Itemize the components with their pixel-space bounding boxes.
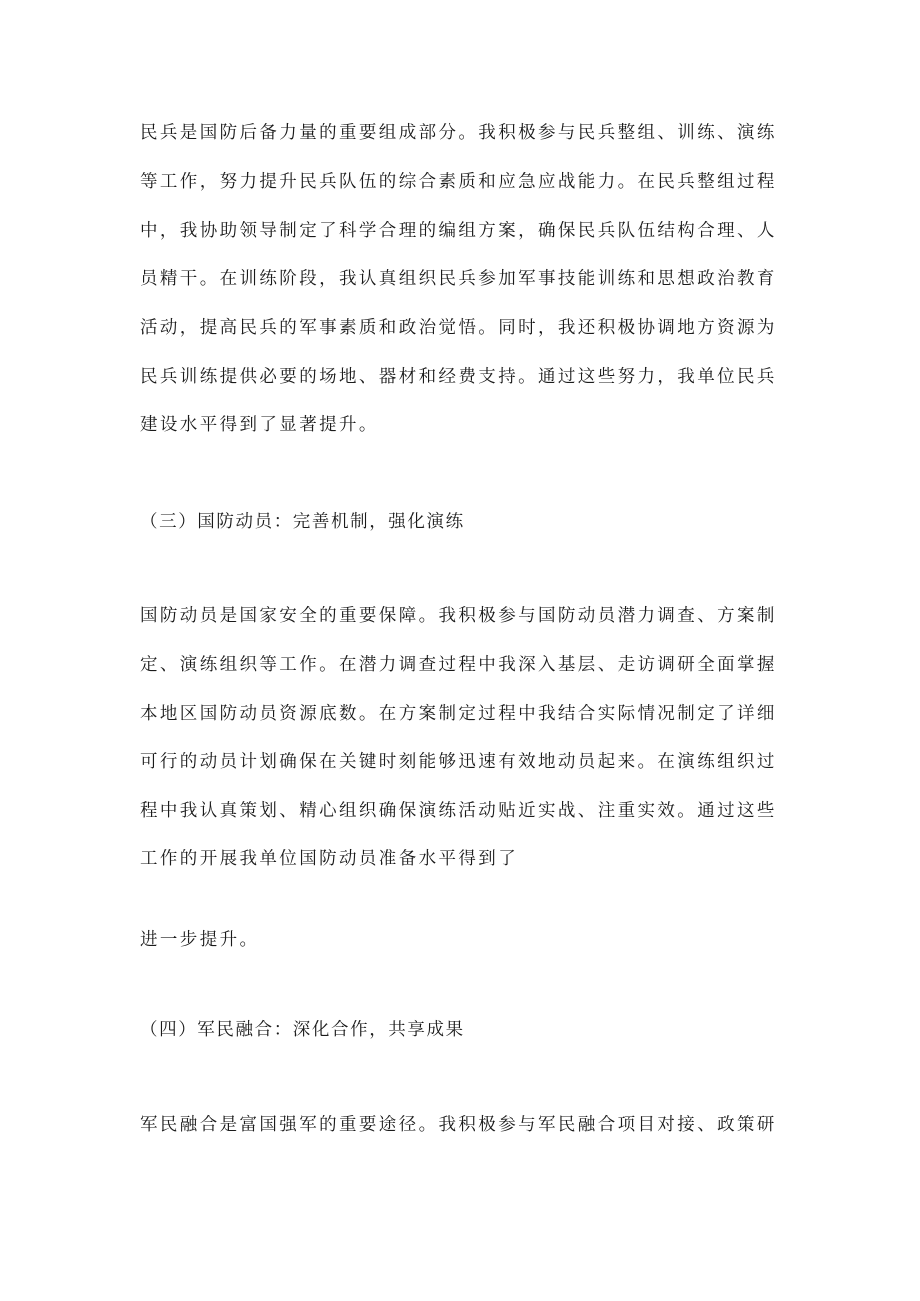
paragraph-line: 国防动员是国家安全的重要保障。我积极参与国防动员潜力调查、方案制 (140, 606, 777, 626)
paragraph-line: 民兵是国防后备力量的重要组成部分。我积极参与民兵整组、训练、演练 (140, 123, 777, 143)
paragraph-line: 军民融合是富国强军的重要途径。我积极参与军民融合项目对接、政策研 (140, 1115, 777, 1135)
section-heading-3: （三）国防动员：完善机制，强化演练 (140, 512, 465, 532)
paragraph-continuation: 进一步提升。 (140, 930, 260, 950)
paragraph-line: 本地区国防动员资源底数。在方案制定过程中我结合实际情况制定了详细 (140, 704, 777, 724)
paragraph-line: 定、演练组织等工作。在潜力调查过程中我深入基层、走访调研全面掌握 (140, 655, 777, 675)
section-heading-4: （四）军民融合：深化合作，共享成果 (140, 1020, 465, 1040)
paragraph-line: 可行的动员计划确保在关键时刻能够迅速有效地动员起来。在演练组织过 (140, 752, 777, 772)
paragraph-line: 中，我协助领导制定了科学合理的编组方案，确保民兵队伍结构合理、人 (140, 221, 777, 241)
paragraph-line: 民兵训练提供必要的场地、器材和经费支持。通过这些努力，我单位民兵 (140, 367, 777, 387)
paragraph-line: 活动，提高民兵的军事素质和政治觉悟。同时，我还积极协调地方资源为 (140, 318, 777, 338)
paragraph-line: 程中我认真策划、精心组织确保演练活动贴近实战、注重实效。通过这些 (140, 801, 777, 821)
paragraph-line: 员精干。在训练阶段，我认真组织民兵参加军事技能训练和思想政治教育 (140, 269, 777, 289)
paragraph-line: 等工作，努力提升民兵队伍的综合素质和应急应战能力。在民兵整组过程 (140, 172, 777, 192)
paragraph-line: 建设水平得到了显著提升。 (140, 415, 379, 435)
paragraph-line: 工作的开展我单位国防动员准备水平得到了 (140, 849, 519, 869)
